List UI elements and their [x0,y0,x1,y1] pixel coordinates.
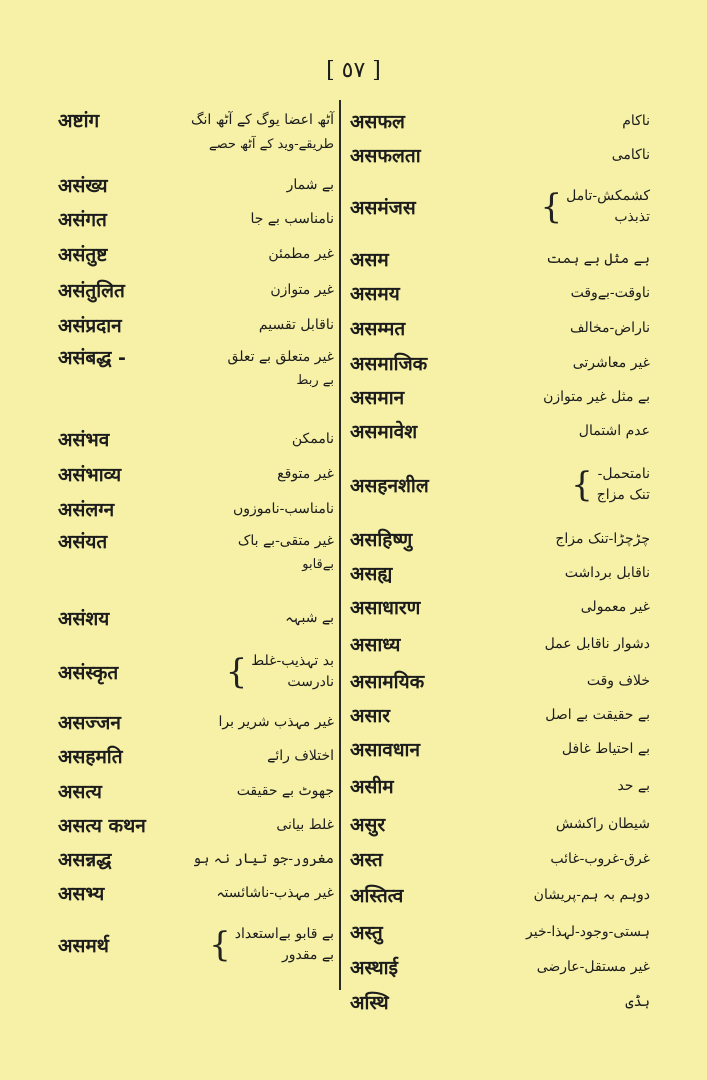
hindi-headword: असमाजिक [350,353,428,375]
hindi-headword: असाध्य [350,634,401,656]
urdu-meaning-continued: نادرست [287,674,334,690]
hindi-headword: असफल [350,111,405,133]
list-item [350,414,650,448]
urdu-meaning: جھوٹ بے حقیقت [236,782,334,799]
hindi-headword: असंबद्ध - [58,347,126,369]
urdu-meaning-continued: بے مقدور [281,947,334,963]
list-item [350,448,650,522]
list-item [350,346,650,380]
brace-icon: { [540,187,563,227]
urdu-meaning: شیطان راکشش [555,815,650,832]
urdu-meaning: بے احتیاط غافل [561,740,650,757]
urdu-meaning: ناکامی [611,146,650,163]
hindi-headword: असंभव [58,429,110,451]
hindi-headword: असंभाव्य [58,464,122,486]
urdu-meaning: غیر معاشرتی [572,354,650,371]
list-item [350,664,650,698]
list-item [350,766,650,806]
list-item [350,732,650,766]
urdu-meaning: غیر مستقل-عارضی [536,958,650,975]
hindi-headword: असंगत [58,209,107,231]
hindi-headword: असंतुलित [58,280,125,302]
list-item [58,308,334,342]
list-item [350,914,650,950]
hindi-headword: असंस्कृत [58,662,119,684]
urdu-meaning: بے قابو بےاستعداد [234,926,334,942]
hindi-headword: असमय [350,283,400,305]
urdu-meaning: ہڈی [625,993,650,1010]
hindi-headword: असमंजस [350,197,416,219]
brace-icon: { [571,465,593,505]
list-item [350,172,650,242]
hindi-headword: असामयिक [350,671,425,693]
hindi-headword: असंप्रदान [58,315,122,337]
urdu-meaning: نامناسب-ناموزوں [232,500,334,517]
urdu-meaning: مغرور-جو تیار نہ ہو [192,850,334,867]
urdu-meaning: نامناسب بے جا [250,210,334,227]
list-item [350,556,650,590]
hindi-headword: असीम [350,776,394,798]
urdu-meaning: غلط بیانی [276,816,334,833]
hindi-headword: असाधारण [350,597,421,619]
urdu-meaning: بے حد [617,777,650,794]
list-item [350,806,650,842]
hindi-headword: अस्थाई [350,957,398,979]
hindi-headword: असंतुष्ट [58,244,108,266]
list-item [350,590,650,624]
urdu-meaning: نامتحمل- [597,466,650,482]
urdu-meaning: ناراض-مخالف [569,319,650,336]
urdu-meaning: غیر متوازن [270,281,334,298]
hindi-headword: असह्य [350,563,393,585]
list-item [58,598,334,638]
brace-icon: { [225,652,248,692]
hindi-headword: असज्जन [58,712,121,734]
urdu-meaning: عدم اشتمال [578,422,650,439]
hindi-headword: असत्य कथन [58,815,146,837]
urdu-meaning: ناممکن [291,430,334,447]
list-item [350,842,650,876]
urdu-meaning-continued: بے ربط [296,373,334,388]
list-item [58,422,334,456]
hindi-headword: असहिष्णु [350,529,413,551]
list-item [350,138,650,172]
urdu-meaning: ناقابل تقسیم [258,316,334,333]
hindi-headword: अष्टांग [58,110,100,132]
hindi-headword: असमान [350,387,405,409]
list-item [350,522,650,556]
urdu-meaning-continued: طریقے-وید کے آٹھ حصے [208,137,334,152]
list-item [350,698,650,732]
hindi-headword: अस्तु [350,922,383,944]
urdu-meaning: غیر متوقع [277,465,334,482]
urdu-meaning: غیر مہذب-ناشائستہ [216,884,334,901]
urdu-meaning-continued: تنک مزاج [596,487,650,503]
list-item [58,104,334,136]
list-item [350,104,650,138]
urdu-meaning: ناوقت-بےوقت [570,284,650,301]
hindi-headword: असम [350,249,389,271]
urdu-meaning: ہستی-وجود-لہذا-خیر [526,923,650,940]
left-column [58,104,334,980]
hindi-headword: असहमति [58,746,123,768]
list-item [58,774,334,808]
urdu-meaning-continued: تذبذب [614,209,650,225]
hindi-headword: असुर [350,814,386,836]
list-item [58,706,334,738]
hindi-headword: अस्थि [350,992,389,1014]
hindi-headword: असंयत [58,531,108,553]
list-item [58,808,334,842]
list-item [58,738,334,774]
urdu-meaning: غرق-غروب-غائب [550,850,650,867]
urdu-meaning: دشوار ناقابل عمل [544,635,650,652]
hindi-headword: असम्मत [350,318,406,340]
urdu-meaning: دوہم بہ ہم-پریشان [533,886,650,903]
urdu-meaning: بے مثل بے ہمت [546,250,650,267]
page-number: [ ٥٧ ] [326,58,381,83]
hindi-headword: असंख्य [58,175,108,197]
hindi-headword: असमावेश [350,421,418,443]
urdu-meaning: غیر متعلق بے تعلق [227,348,334,365]
hindi-headword: असंशय [58,608,110,630]
hindi-headword: अस्तित्व [350,885,404,907]
list-item [58,236,334,272]
urdu-meaning: غیر مطمئن [268,245,334,262]
urdu-meaning: کشمکش-تامل [566,188,650,204]
right-column [350,104,650,1020]
list-item [58,876,334,910]
list-item [350,950,650,984]
urdu-meaning: غیر متقی-بے باک [237,532,334,549]
hindi-headword: असभ्य [58,883,105,905]
hindi-headword: असावधान [350,739,420,761]
urdu-meaning: چڑچڑا-تنک مزاج [555,530,650,547]
urdu-meaning: بے مثل غیر متوازن [543,388,650,405]
hindi-headword: असंलग्न [58,499,115,521]
list-item [350,624,650,664]
urdu-meaning: خلاف وقت [586,672,650,689]
list-item [350,242,650,276]
list-item [58,842,334,876]
urdu-meaning: آٹھ اعضا یوگ کے آٹھ انگ [190,111,334,128]
urdu-meaning: ناکام [622,112,650,129]
list-item [58,492,334,526]
urdu-meaning: بے شبہہ [285,609,334,626]
list-item [58,910,334,980]
hindi-headword: असार [350,705,391,727]
list-item [58,526,334,556]
brace-icon: { [209,925,231,965]
urdu-meaning: غیر معمولی [580,598,650,615]
list-item [58,456,334,492]
column-divider [339,100,341,990]
list-item [350,310,650,346]
list-item [58,168,334,202]
hindi-headword: अस्त [350,849,383,871]
list-item [350,276,650,310]
urdu-meaning: غیر مہذب شریر برا [218,713,334,730]
list-item [350,984,650,1020]
hindi-headword: असहनशील [350,475,429,497]
hindi-headword: असन्नद्ध [58,849,112,871]
list-item [58,272,334,308]
urdu-meaning-continued: بےقابو [302,557,334,572]
list-item [58,638,334,706]
urdu-meaning: بد تہذیب-غلط [251,653,334,669]
list-item [350,380,650,414]
urdu-meaning: بے حقیقت بے اصل [545,706,650,723]
list-item [350,876,650,914]
urdu-meaning: ناقابل برداشت [564,564,650,581]
hindi-headword: असमर्थ [58,935,109,957]
hindi-headword: असफलता [350,145,421,167]
list-item [58,342,334,372]
list-item [58,202,334,236]
urdu-meaning: اختلاف رائے [267,747,334,764]
hindi-headword: असत्य [58,781,102,803]
urdu-meaning: بے شمار [286,176,334,193]
